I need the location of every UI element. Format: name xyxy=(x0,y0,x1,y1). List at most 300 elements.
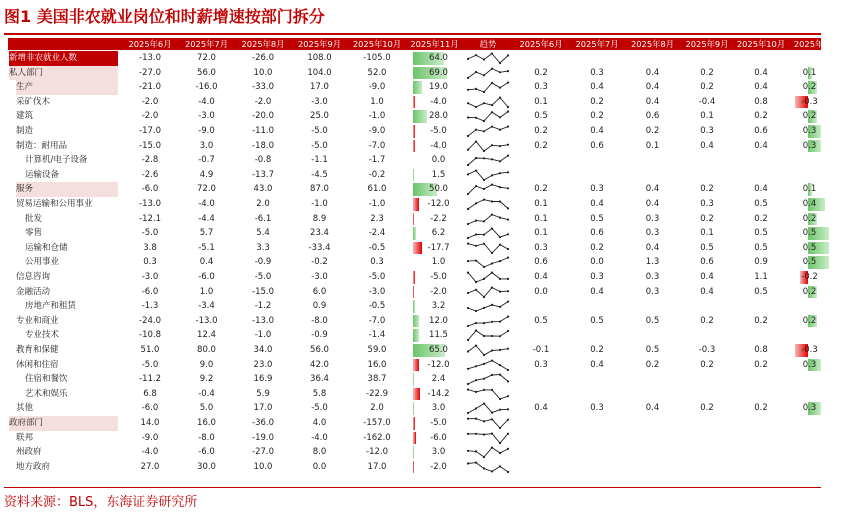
payroll-nov-value: -4.0 xyxy=(430,96,447,107)
wage-nov-value: 0.2 xyxy=(802,315,817,326)
wage-nov-cell xyxy=(774,344,825,357)
wage-nov-cell xyxy=(774,125,825,138)
trend-point xyxy=(507,419,509,421)
payroll-value: 2.0 xyxy=(370,403,384,414)
sector-label: 运输设备 xyxy=(25,169,60,180)
wage-nov-value: -0.2 xyxy=(801,272,818,282)
payroll-value: -3.0 xyxy=(311,272,328,282)
payroll-value: -5.0 xyxy=(141,228,159,239)
sector-label: 贸易运输和公用事业 xyxy=(16,199,93,209)
sector-label: 新增非农就业人数 xyxy=(9,51,118,66)
trend-point xyxy=(467,450,469,452)
trend-point xyxy=(483,378,485,380)
trend-point xyxy=(507,171,509,173)
trend-point xyxy=(475,322,477,324)
wage-value: -0.3 xyxy=(698,345,716,355)
wage-value: 0.4 xyxy=(645,96,660,107)
wage-value: 0.5 xyxy=(754,286,768,297)
payroll-value: -1.0 xyxy=(368,199,386,209)
payroll-nov-value: -2.0 xyxy=(430,286,447,297)
wage-nov-value: 0.1 xyxy=(802,184,817,195)
payroll-value: 0.4 xyxy=(199,257,214,268)
payroll-value: 14.0 xyxy=(140,418,160,428)
payroll-value: -1.0 xyxy=(311,199,328,209)
table-row xyxy=(8,372,821,387)
trend-point xyxy=(499,216,501,218)
trend-point xyxy=(475,169,477,171)
table-row xyxy=(8,168,821,183)
payroll-value: -1.0 xyxy=(254,330,272,341)
payroll-value: 1.0 xyxy=(370,96,384,107)
wage-value: 0.1 xyxy=(534,199,548,209)
payroll-value: 16.0 xyxy=(197,418,216,428)
payroll-value: -15.0 xyxy=(139,140,161,151)
wage-nov-value: -0.3 xyxy=(801,345,818,355)
payroll-nov-value: -5.0 xyxy=(430,272,447,282)
wage-value: 0.6 xyxy=(534,257,548,268)
title-rule xyxy=(4,33,821,35)
table-row xyxy=(8,182,821,197)
wage-value: 0.4 xyxy=(645,82,660,93)
table-row xyxy=(8,328,821,343)
wage-nov-value: 0.3 xyxy=(802,126,817,136)
trend-point xyxy=(483,242,485,244)
payroll-value: -22.9 xyxy=(366,388,388,399)
wage-nov-cell xyxy=(774,271,825,284)
trend-point xyxy=(475,450,477,452)
payroll-value: -7.0 xyxy=(368,140,386,151)
payroll-value: -162.0 xyxy=(363,432,391,443)
wage-nov-cell xyxy=(774,402,825,415)
payroll-nov-cell xyxy=(413,373,464,386)
wage-value: 0.4 xyxy=(590,82,604,93)
trend-point xyxy=(491,184,493,186)
trend-point xyxy=(483,179,485,181)
trend-point xyxy=(483,389,485,391)
trend-sparkline xyxy=(463,432,513,445)
trend-sparkline xyxy=(463,242,513,255)
trend-line xyxy=(468,243,508,252)
trend-point xyxy=(467,350,469,352)
trend-point xyxy=(507,301,509,303)
wage-value: 0.4 xyxy=(754,82,768,93)
table-row xyxy=(8,343,821,358)
payroll-value: -7.0 xyxy=(368,315,386,326)
trend-point xyxy=(491,320,493,322)
wage-value: 0.5 xyxy=(534,315,548,326)
payroll-nov-cell xyxy=(413,461,464,474)
wage-value xyxy=(625,416,680,431)
payroll-nov-cell xyxy=(413,96,464,109)
table-row xyxy=(8,197,821,212)
trend-point xyxy=(499,62,501,64)
trend-point xyxy=(467,58,469,60)
payroll-value: -5.0 xyxy=(311,140,328,151)
table-row xyxy=(8,416,821,431)
trend-point xyxy=(475,157,477,159)
payroll-nov-cell xyxy=(413,271,464,284)
wage-value: 0.2 xyxy=(700,67,714,78)
payroll-value: 10.0 xyxy=(253,67,273,78)
trend-point xyxy=(491,304,493,306)
wage-value: 0.4 xyxy=(590,286,604,297)
payroll-value: 56.0 xyxy=(310,345,329,355)
wage-value: 0.2 xyxy=(700,403,714,414)
payroll-value: -1.0 xyxy=(368,111,386,122)
trend-sparkline xyxy=(463,417,513,430)
trend-point xyxy=(483,102,485,104)
wage-value: 0.3 xyxy=(534,359,548,370)
trend-point xyxy=(483,467,485,469)
payroll-value: -0.2 xyxy=(368,169,386,180)
wage-nov-cell xyxy=(774,227,825,240)
trend-point xyxy=(491,82,493,84)
payroll-nov-value: 3.0 xyxy=(431,447,446,458)
table-row xyxy=(8,80,821,95)
table-row xyxy=(8,285,821,300)
payroll-nov-value: 6.2 xyxy=(431,228,446,239)
trend-point xyxy=(483,149,485,151)
trend-point xyxy=(491,418,493,420)
trend-point xyxy=(491,286,493,288)
trend-sparkline xyxy=(463,402,513,415)
table-row xyxy=(8,66,821,81)
payroll-value: -6.1 xyxy=(254,213,272,224)
payroll-value: -11.2 xyxy=(139,374,161,385)
trend-point xyxy=(499,200,501,202)
trend-line xyxy=(468,54,508,63)
trend-point xyxy=(499,236,501,238)
trend-point xyxy=(499,427,501,429)
wage-value: 0.4 xyxy=(700,286,714,297)
table-row xyxy=(8,431,821,446)
table-row xyxy=(8,226,821,241)
payroll-value: -20.0 xyxy=(252,111,274,122)
trend-point xyxy=(475,129,477,131)
trend-point xyxy=(491,470,493,472)
wage-nov-value: 0.5 xyxy=(802,228,817,239)
trend-point xyxy=(483,220,485,222)
payroll-nov-cell xyxy=(413,344,464,357)
payroll-value: -8.0 xyxy=(311,315,328,326)
trend-point xyxy=(467,325,469,327)
wage-value xyxy=(680,372,734,387)
trend-point xyxy=(483,278,485,280)
trend-point xyxy=(467,164,469,166)
payroll-value: -0.5 xyxy=(368,242,386,253)
payroll-value: 23.4 xyxy=(310,228,329,239)
sector-label: 服务 xyxy=(16,182,118,197)
wage-value: 1.1 xyxy=(754,272,768,282)
wage-nov-cell xyxy=(774,359,825,372)
wage-value xyxy=(513,460,569,475)
payroll-value: 25.0 xyxy=(310,111,329,122)
payroll-value: 0.0 xyxy=(312,461,327,472)
trend-point xyxy=(507,111,509,113)
trend-point xyxy=(507,395,509,397)
trend-point xyxy=(483,335,485,337)
payroll-value: 5.8 xyxy=(312,388,327,399)
payroll-value: 5.7 xyxy=(199,228,214,239)
payroll-value: -1.3 xyxy=(141,301,159,312)
trend-point xyxy=(507,315,509,317)
payroll-value: -6.0 xyxy=(141,184,159,195)
trend-line xyxy=(468,156,508,165)
trend-point xyxy=(491,228,493,230)
sector-label: 其他 xyxy=(16,403,34,414)
payroll-nov-value: -5.0 xyxy=(430,418,447,428)
payroll-nov-cell xyxy=(413,402,464,415)
trend-point xyxy=(491,359,493,361)
column-header: 2025年6月 xyxy=(519,39,563,49)
payroll-nov-cell xyxy=(413,110,464,123)
wage-value: 0.1 xyxy=(700,228,714,239)
payroll-value: -9.0 xyxy=(198,126,215,136)
wage-value xyxy=(680,445,734,460)
trend-point xyxy=(491,263,493,265)
trend-line xyxy=(468,419,508,428)
trend-point xyxy=(491,335,493,337)
wage-value: 0.2 xyxy=(754,403,768,414)
column-header: 2025年9月 xyxy=(298,39,341,49)
trend-point xyxy=(475,345,477,347)
wage-value xyxy=(625,431,680,446)
trend-point xyxy=(491,349,493,351)
wage-value: 0.6 xyxy=(645,111,660,122)
trend-point xyxy=(507,248,509,250)
wage-value: 0.3 xyxy=(645,286,660,297)
trend-point xyxy=(499,172,501,174)
wage-value xyxy=(734,328,788,343)
wage-nov-value: 0.2 xyxy=(802,111,817,122)
wage-value xyxy=(569,328,625,343)
payroll-value: -5.0 xyxy=(141,359,159,370)
wage-value: 0.4 xyxy=(534,403,548,414)
wage-value: 0.2 xyxy=(754,359,768,370)
wage-nov-value: 0.5 xyxy=(802,257,817,268)
payroll-nov-cell xyxy=(413,52,464,65)
payroll-value: -5.0 xyxy=(368,272,386,282)
trend-point xyxy=(499,306,501,308)
trend-sparkline xyxy=(463,96,513,109)
payroll-value: 4.9 xyxy=(199,169,214,180)
trend-point xyxy=(483,420,485,422)
trend-point xyxy=(475,88,477,90)
payroll-value: -6.0 xyxy=(141,403,159,414)
trend-line xyxy=(468,200,508,209)
wage-nov-value: 0.3 xyxy=(802,359,817,370)
payroll-value: 38.7 xyxy=(367,374,387,385)
wage-value: 0.2 xyxy=(534,67,548,78)
trend-point xyxy=(475,379,477,381)
payroll-value: -5.0 xyxy=(254,272,272,282)
trend-sparkline xyxy=(463,300,513,313)
wage-value xyxy=(569,168,625,183)
trend-line xyxy=(468,346,508,355)
column-header: 2025年10月 xyxy=(736,39,786,49)
trend-point xyxy=(507,278,509,280)
trend-line xyxy=(468,214,508,223)
payroll-value: -2.0 xyxy=(141,96,159,107)
trend-line xyxy=(468,287,508,296)
payroll-nov-value: -14.2 xyxy=(427,388,450,399)
trend-point xyxy=(507,207,509,209)
payroll-value: -2.0 xyxy=(141,111,159,122)
trend-line xyxy=(468,185,508,194)
wage-nov-cell xyxy=(774,256,825,269)
wage-value: 0.5 xyxy=(700,242,714,253)
trend-point xyxy=(499,335,501,337)
payroll-value: 5.0 xyxy=(199,403,214,414)
trend-point xyxy=(507,70,509,72)
trend-point xyxy=(507,368,509,370)
trend-point xyxy=(475,54,477,56)
wage-nov-value: 0.2 xyxy=(802,286,817,297)
trend-sparkline xyxy=(463,388,513,401)
trend-point xyxy=(467,222,469,224)
trend-point xyxy=(507,257,509,259)
trend-sparkline xyxy=(463,329,513,342)
payroll-nov-value: -12.0 xyxy=(427,199,450,209)
trend-point xyxy=(467,173,469,175)
trend-point xyxy=(475,330,477,332)
payroll-value: -13.0 xyxy=(252,315,274,326)
trend-point xyxy=(483,266,485,268)
wage-value xyxy=(625,168,680,183)
trend-point xyxy=(467,76,469,78)
wage-value xyxy=(734,431,788,446)
wage-value: 0.5 xyxy=(754,199,768,209)
payroll-nov-cell xyxy=(413,125,464,138)
payroll-value: -6.0 xyxy=(141,286,159,297)
trend-point xyxy=(483,188,485,190)
wage-value xyxy=(625,387,680,402)
wage-value xyxy=(734,51,788,66)
trend-point xyxy=(467,418,469,420)
wage-value: 0.4 xyxy=(534,272,548,282)
column-header: 2025年7月 xyxy=(185,39,228,49)
sector-label: 专业技术 xyxy=(25,330,60,341)
trend-point xyxy=(491,252,493,254)
trend-point xyxy=(483,307,485,309)
trend-sparkline xyxy=(463,271,513,284)
wage-value: 0.2 xyxy=(590,345,604,355)
wage-value: 0.4 xyxy=(645,67,660,78)
trend-point xyxy=(491,374,493,376)
trend-point xyxy=(499,409,501,411)
payroll-nov-cell xyxy=(413,154,464,167)
trend-point xyxy=(499,364,501,366)
wage-value: 0.1 xyxy=(534,213,548,224)
wage-value xyxy=(734,372,788,387)
trend-point xyxy=(491,104,493,106)
wage-nov-cell xyxy=(774,315,825,328)
trend-point xyxy=(475,234,477,236)
payroll-nov-value: 12.0 xyxy=(429,315,448,326)
sector-label: 建筑 xyxy=(16,111,34,122)
wage-value: 0.5 xyxy=(534,111,548,122)
payroll-value: -1.2 xyxy=(254,301,272,312)
payroll-nov-cell xyxy=(413,67,464,80)
wage-value xyxy=(513,153,569,168)
payroll-nov-value: 0.0 xyxy=(431,155,446,166)
wage-value: 0.4 xyxy=(645,403,660,414)
trend-point xyxy=(483,403,485,405)
trend-line xyxy=(468,229,508,238)
payroll-value: -2.4 xyxy=(368,228,386,239)
payroll-value: 80.0 xyxy=(197,345,216,355)
payroll-value: 9.0 xyxy=(199,359,214,370)
wage-value: 0.2 xyxy=(700,184,714,195)
payroll-value: -1.1 xyxy=(311,155,328,166)
payroll-value: -33.0 xyxy=(252,82,274,93)
trend-sparkline xyxy=(463,154,513,167)
payroll-value: 6.0 xyxy=(312,286,327,297)
trend-point xyxy=(483,354,485,356)
wage-value: 0.3 xyxy=(590,184,604,195)
column-header: 2025年7月 xyxy=(575,39,619,49)
trend-point xyxy=(491,412,493,414)
payroll-value: -0.7 xyxy=(198,155,215,166)
wage-value xyxy=(513,416,569,431)
wage-value: 0.5 xyxy=(645,345,660,355)
trend-point xyxy=(475,202,477,204)
sector-label: 制造 xyxy=(16,126,34,136)
payroll-value: -2.6 xyxy=(141,169,159,180)
trend-point xyxy=(467,148,469,150)
sector-label: 制造：耐用品 xyxy=(16,140,68,151)
wage-value: 0.9 xyxy=(754,257,768,268)
payroll-value: -12.0 xyxy=(366,447,388,458)
trend-point xyxy=(483,234,485,236)
wage-nov-cell xyxy=(774,67,825,80)
payroll-nov-cell xyxy=(413,359,464,372)
wage-value xyxy=(734,445,788,460)
wage-value xyxy=(680,153,734,168)
payroll-nov-cell xyxy=(413,242,464,255)
trend-line xyxy=(468,258,508,267)
wage-value: 0.3 xyxy=(645,228,660,239)
column-header: 2025年11月 xyxy=(410,39,459,49)
wage-value xyxy=(734,153,788,168)
trend-point xyxy=(467,193,469,195)
payroll-value: 3.0 xyxy=(199,140,214,151)
trend-point xyxy=(483,362,485,364)
wage-nov-value: 0.3 xyxy=(802,140,817,151)
trend-point xyxy=(467,242,469,244)
table-row xyxy=(8,299,821,314)
trend-point xyxy=(467,462,469,464)
wage-nov-value: -0.3 xyxy=(801,96,818,107)
table-row xyxy=(8,460,821,475)
payroll-value: 42.0 xyxy=(310,359,329,370)
payroll-value: 16.9 xyxy=(253,374,273,385)
wage-value: 0.2 xyxy=(590,111,604,122)
trend-line xyxy=(468,170,508,179)
wage-value xyxy=(680,51,734,66)
payroll-nov-cell xyxy=(413,286,464,299)
trend-point xyxy=(507,126,509,128)
trend-line xyxy=(468,83,508,92)
payroll-nov-cell xyxy=(413,388,464,401)
wage-value xyxy=(680,387,734,402)
payroll-nov-value: -6.0 xyxy=(430,432,447,443)
payroll-value: -0.2 xyxy=(311,257,328,268)
trend-point xyxy=(483,74,485,76)
payroll-value: 56.0 xyxy=(197,67,216,78)
trend-point xyxy=(491,53,493,55)
payroll-nov-cell xyxy=(413,417,464,430)
